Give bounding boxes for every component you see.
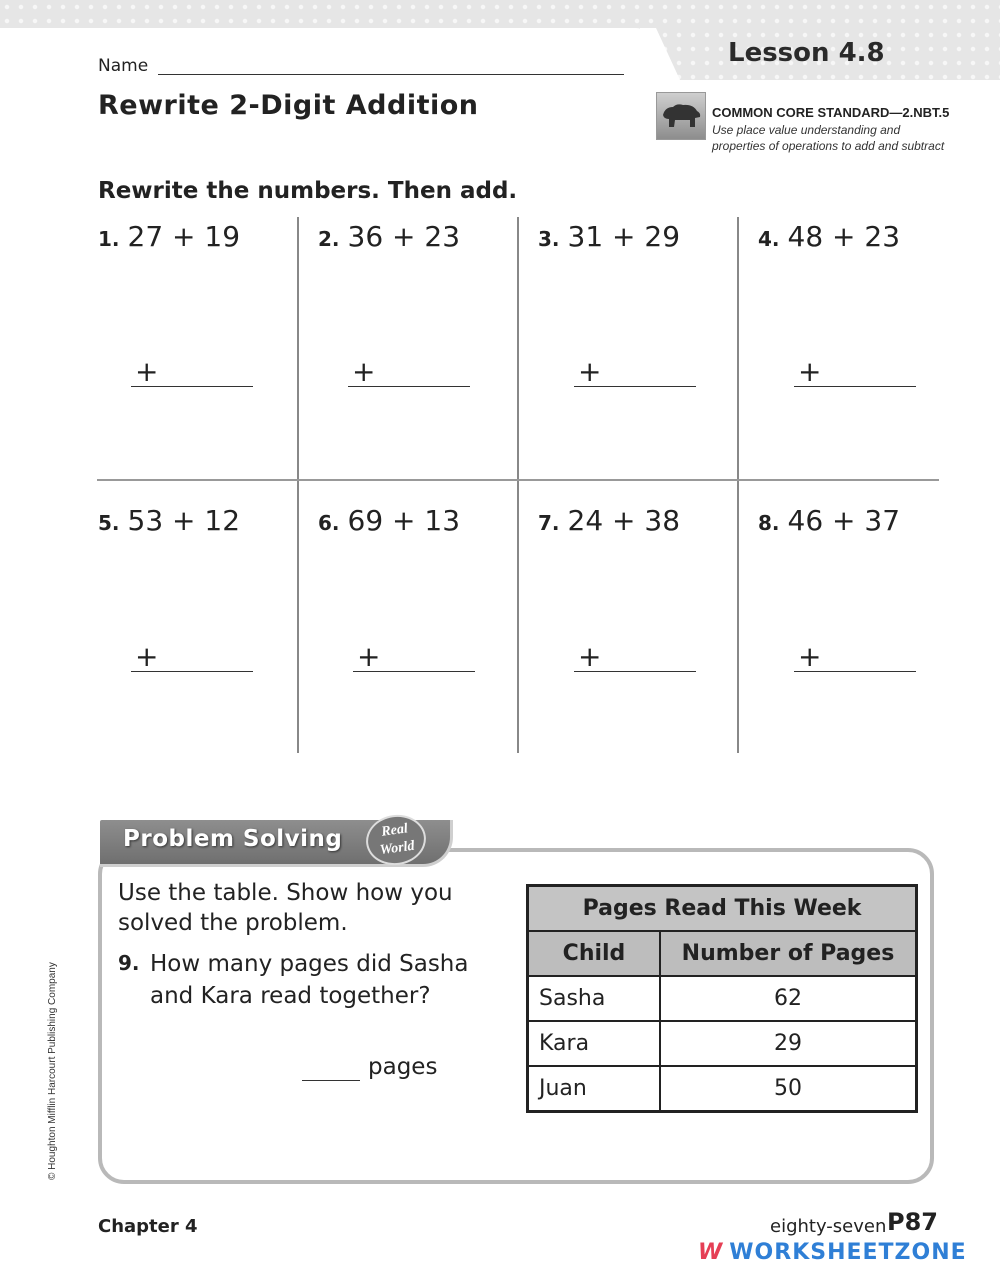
problem-7: 7. 24 + 38 bbox=[538, 504, 681, 537]
lesson-number: Lesson 4.8 bbox=[728, 38, 885, 68]
question-text: How many pages did Sasha and Kara read together? bbox=[150, 951, 469, 1009]
problem-2: 2. 36 + 23 bbox=[318, 220, 461, 253]
table-row bbox=[528, 976, 917, 1021]
plus-sign: + bbox=[352, 355, 376, 388]
grid-divider bbox=[297, 217, 299, 753]
problem-intro: Use the table. Show how you solved the problem. bbox=[118, 880, 453, 936]
plus-sign: + bbox=[578, 640, 602, 673]
name-field[interactable] bbox=[158, 74, 624, 75]
grid-divider bbox=[517, 217, 519, 753]
page-number: P87 bbox=[887, 1208, 938, 1236]
problem-4: 4. 48 + 23 bbox=[758, 220, 901, 253]
answer-line-1[interactable] bbox=[131, 386, 253, 387]
question-number: 9. bbox=[118, 951, 140, 975]
worksheetzone-logo: W WORKSHEETZONE bbox=[698, 1240, 967, 1265]
child-name: Kara bbox=[528, 1021, 661, 1066]
instruction: Rewrite the numbers. Then add. bbox=[98, 178, 518, 204]
table-row bbox=[528, 1021, 917, 1066]
bear-icon bbox=[656, 92, 706, 140]
plus-sign: + bbox=[357, 640, 381, 673]
standard-title: COMMON CORE STANDARD—2.NBT.5 bbox=[712, 105, 950, 120]
table-header-child: Child bbox=[528, 931, 661, 976]
table-row bbox=[528, 1066, 917, 1112]
answer-line-5[interactable] bbox=[131, 671, 253, 672]
page-title: Rewrite 2-Digit Addition bbox=[98, 90, 479, 121]
answer-line-3[interactable] bbox=[574, 386, 696, 387]
child-name: Juan bbox=[528, 1066, 661, 1112]
table-header-pages: Number of Pages bbox=[660, 931, 917, 976]
problem-3: 3. 31 + 29 bbox=[538, 220, 681, 253]
answer-line-4[interactable] bbox=[794, 386, 916, 387]
child-name: Sasha bbox=[528, 976, 661, 1021]
table-caption: Pages Read This Week bbox=[528, 886, 917, 932]
answer-blank[interactable] bbox=[302, 1080, 360, 1081]
problem-6: 6. 69 + 13 bbox=[318, 504, 461, 537]
answer-line-7[interactable] bbox=[574, 671, 696, 672]
plus-sign: + bbox=[135, 355, 159, 388]
plus-sign: + bbox=[578, 355, 602, 388]
page-count: 29 bbox=[660, 1021, 917, 1066]
plus-sign: + bbox=[798, 640, 822, 673]
pages-read-table bbox=[526, 884, 918, 1113]
grid-divider bbox=[737, 217, 739, 753]
problem-1: 1. 27 + 19 bbox=[98, 220, 241, 253]
problem-solving-label: Problem Solving bbox=[123, 826, 343, 852]
page-count: 62 bbox=[660, 976, 917, 1021]
worksheetzone-w-icon: W bbox=[698, 1240, 724, 1265]
name-label: Name bbox=[98, 56, 149, 76]
problem-5: 5. 53 + 12 bbox=[98, 504, 241, 537]
problem-8: 8. 46 + 37 bbox=[758, 504, 901, 537]
answer-unit: pages bbox=[368, 1054, 438, 1080]
standard-description: Use place value understanding and properties of operations to add and subtract bbox=[712, 123, 945, 153]
plus-sign: + bbox=[135, 640, 159, 673]
real-world-badge: Real World bbox=[363, 811, 429, 869]
grid-row-divider bbox=[97, 479, 939, 481]
answer-line-8[interactable] bbox=[794, 671, 916, 672]
copyright-notice: © Houghton Mifflin Harcourt Publishing Company bbox=[47, 962, 58, 1180]
page-number-word: eighty-seven bbox=[770, 1216, 887, 1237]
page-count: 50 bbox=[660, 1066, 917, 1112]
answer-line-6[interactable] bbox=[353, 671, 475, 672]
answer-line-2[interactable] bbox=[348, 386, 470, 387]
plus-sign: + bbox=[798, 355, 822, 388]
chapter-label: Chapter 4 bbox=[98, 1216, 198, 1237]
